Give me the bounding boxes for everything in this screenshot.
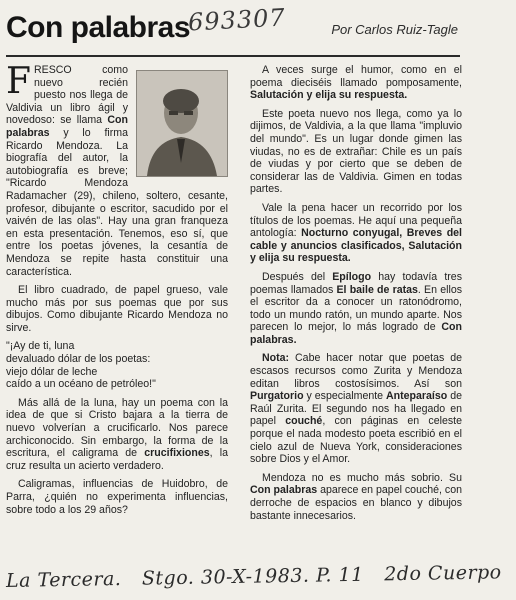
headline: Con palabras [6, 11, 191, 44]
paragraph [250, 64, 462, 102]
book-title: Con palabras [6, 114, 128, 139]
note-label: Nota: [262, 352, 290, 365]
paragraph-text: Después del [262, 270, 333, 283]
paragraph [250, 271, 462, 347]
handwritten-number: 693307 [187, 3, 287, 37]
handwritten-source-note [5, 561, 502, 592]
verse-line: viejo dólar de leche [6, 365, 98, 378]
book-title: Con palabras. [250, 321, 462, 346]
paragraph-text: Vale la pena hacer un recorrido por los títulos de los poemas. He aquí una pequeña antología: [250, 201, 462, 240]
paragraph [250, 472, 462, 522]
verse-line: caído a un océano de petróleo!" [6, 378, 156, 391]
poem-excerpt [6, 340, 228, 390]
verse-line: "¡Ay de ti, luna [6, 340, 75, 353]
book-title: Anteparaíso [386, 390, 448, 403]
paragraph-text: Más allá de la luna, hay un poema con la idea de que si Cristo bajara a la tierra de nuevo volverían a crucificarlo. Nos parece archiconocido. Sin embargo, la forma de la escritura, el caligrama de [6, 396, 228, 460]
place-date: Stgo. 30-X-1983. P. 11 [141, 563, 364, 590]
dropcap: F [6, 61, 31, 102]
verse-line: devaluado dólar de los poetas: [6, 353, 151, 366]
paragraph-text: , con páginas en celeste porque el nada modesto poeta escribió en el cielo azul de Nueva York, consideraciones sobre Dios y el Amor. [250, 415, 462, 466]
paragraph-text: hay todavía tres poemas llamados [250, 270, 462, 296]
byline: Por Carlos Ruiz-Tagle [331, 22, 458, 37]
paragraph-text: RESCO como nuevo recién puesto nos llega de Valdivia un libro ágil y novedoso: se llama [6, 64, 128, 127]
paragraph: El libro cuadrado, de papel grueso, vale mucho más por sus poemas que por sus dibujos. Como dibujante Ricardo Mendoza no sirve. [6, 284, 228, 334]
paragraph-text: de Raúl Zurita. El segundo nos ha llegado en papel [250, 390, 462, 428]
poem-title: Epílogo [332, 270, 372, 283]
paragraph-text: Mendoza no es mucho más sobrio. Su [262, 471, 462, 484]
paragraph [6, 397, 228, 473]
poem-title: El baile de ratas [336, 283, 418, 296]
paragraph-text: A veces surge el humor, como en el poema dieciséis llamado pomposamente, [250, 64, 462, 89]
left-column [6, 61, 228, 522]
poem-title: crucifixiones [144, 447, 210, 460]
source-name: La Tercera. [5, 567, 122, 592]
paragraph: Este poeta nuevo nos llega, como ya lo dijimos, de Valdivia, a la que llama "impluvio del mundo". Es un lugar donde gimen las viudas, no es de extrañar: Chile es un país de viudas y por cierto que se deben de considerar las de Valdivia. Gimen en todas partes. [250, 107, 462, 196]
paragraph [250, 352, 462, 465]
book-title: Con palabras [250, 484, 318, 497]
poem-title: Salutación y elija su respuesta. [250, 89, 408, 102]
paragraph-text: Cabe hacer notar que poetas de escasos recursos como Zurita y Mendoza editan libros costosísimos. Así son [250, 352, 462, 390]
header-rule [6, 55, 460, 57]
author-portrait-image [137, 71, 227, 176]
paragraph-text: , la cruz resulta un acierto verdadero. [6, 447, 228, 472]
poem-titles: Nocturno conyugal, Breves del cable y anuncios clasificados, Salutación y elija su respuesta. [250, 227, 462, 265]
paper-type: couché [285, 415, 323, 428]
paragraph: Caligramas, influencias de Huidobro, de Parra, ¿quién no experimenta influencias, sobre todo a los 29 años? [6, 478, 228, 516]
paragraph [250, 202, 462, 265]
paragraph-text: y especialmente [303, 390, 387, 403]
author-photo [136, 70, 228, 177]
book-title: Purgatorio [250, 390, 304, 403]
paragraph-text: . En ellos el escritor da a conocer un ratonódromo, todo un mundo ratón, un mundo aparte. Nos parecen lo mejor, lo más logrado de [250, 283, 463, 334]
paragraph-text: aparece en papel couché, con derroche de espacios en blanco y dibujos bastante innecesarios. [250, 484, 463, 522]
right-column [250, 64, 462, 528]
section-name: 2do Cuerpo [384, 561, 502, 586]
paragraph-text: y lo firma Ricardo Mendoza. La biografía del autor, la autobiografía es breve; "Ricardo Mendoza Radamacher (29), chileno, soltero, cesante, profesor, dibujante o escritor, sacudido por el vaivén de las olas". Hay una gran franqueza en esta presentación. Tenemos, eso sí, que entre los poetas jóvenes, la cesantía de Mendoza se repite hasta constituir una característica. [6, 126, 228, 278]
